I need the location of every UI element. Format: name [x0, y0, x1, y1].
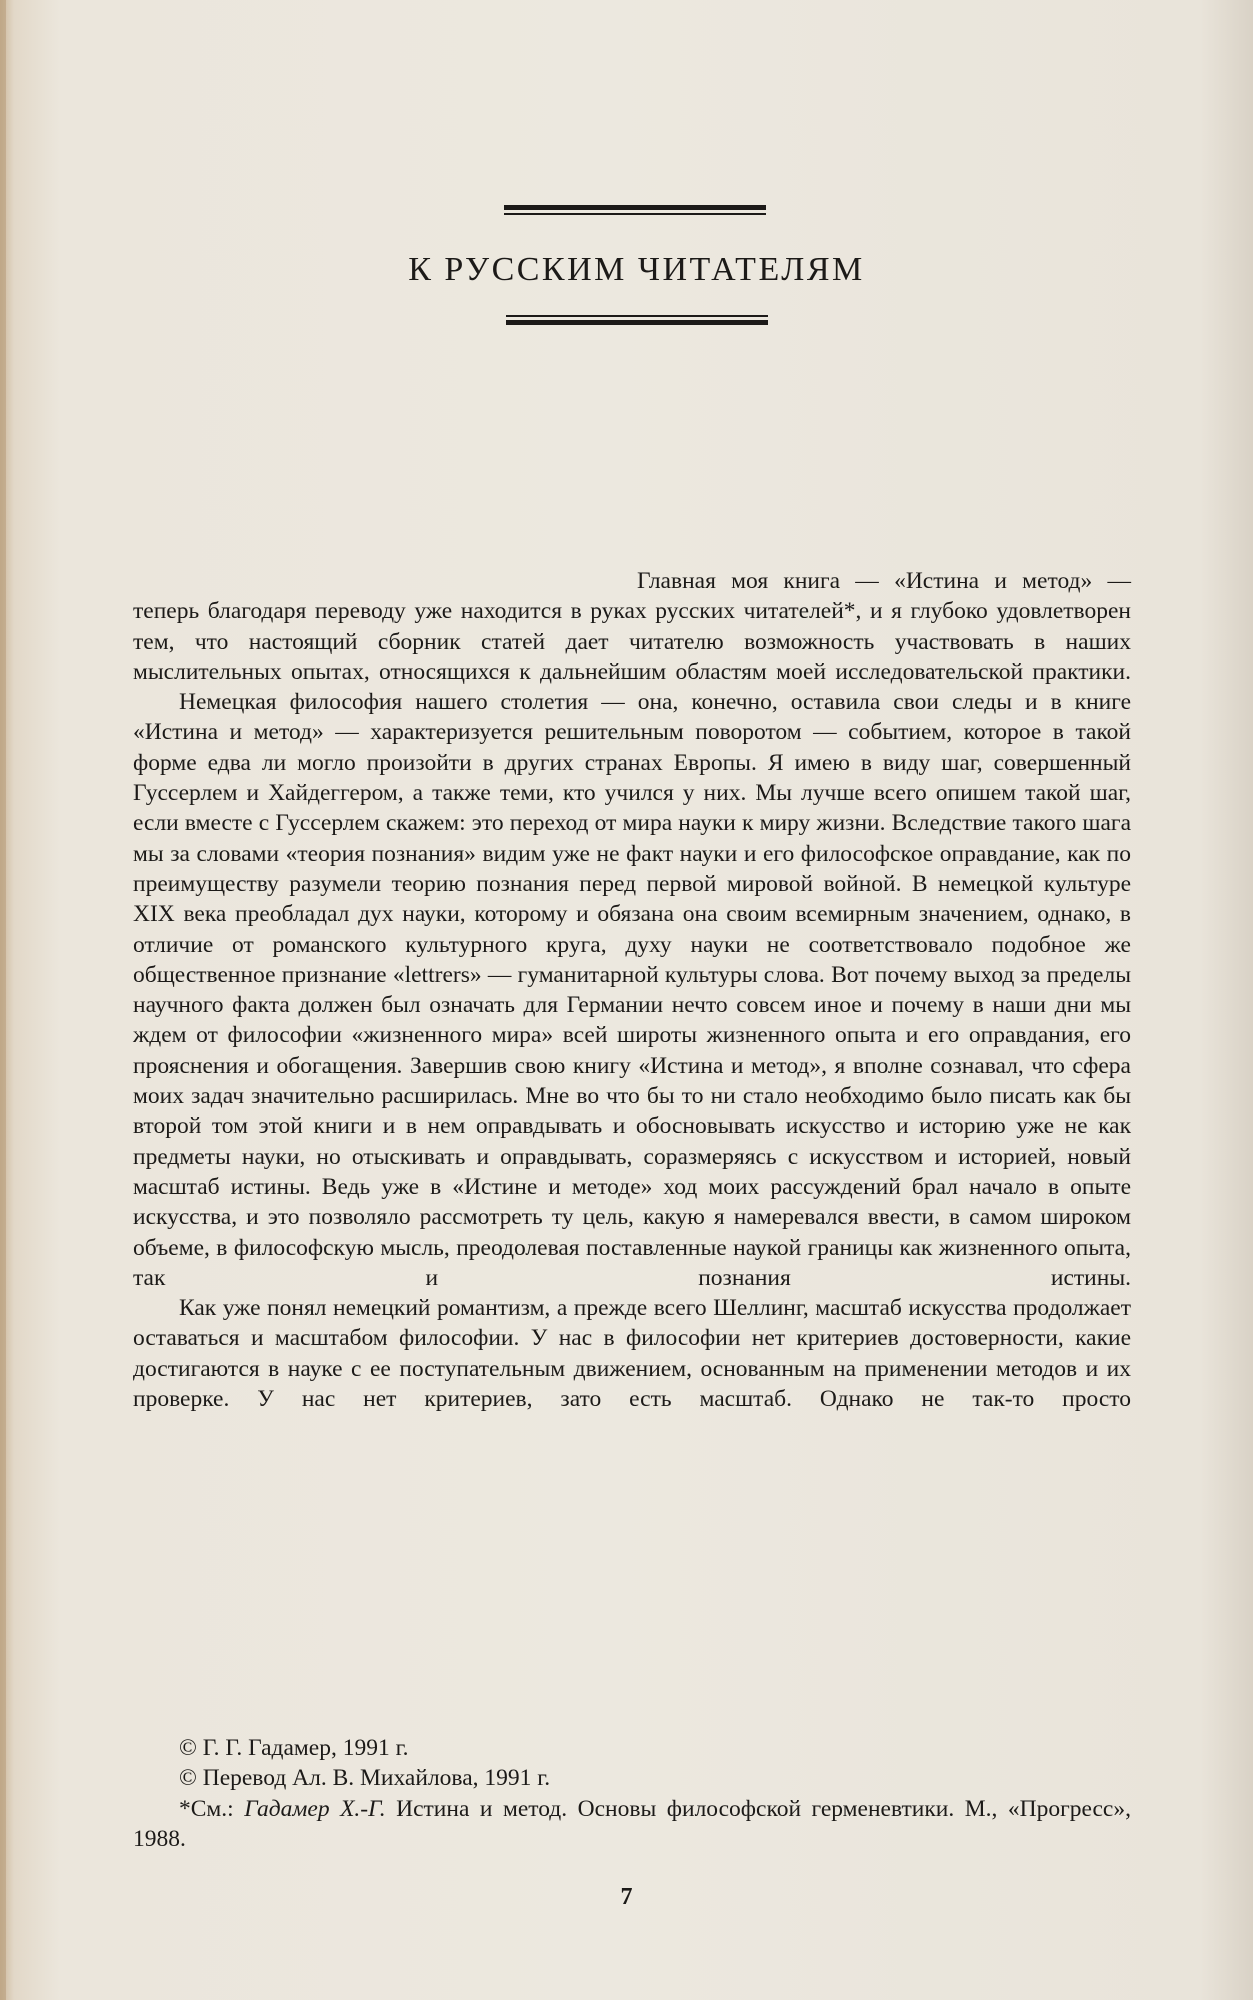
page-number	[0, 1884, 1253, 1911]
paragraph-1: Главная моя книга — «Истина и метод» — теперь благодаря переводу уже находится в руках русских читателей*, и я глубоко удовлетворен тем, что настоящий сборник статей дает читателю возможность участвовать в наших мыслительных опытах, относящихся к дальнейшим областям моей исследовательской практики.	[133, 568, 1131, 685]
rule-thin-line	[506, 315, 768, 317]
footnote-author: Гадамер Х.-Г.	[244, 1795, 386, 1822]
body-text	[133, 566, 1131, 1414]
title-block	[0, 205, 1253, 325]
paragraph-2: Немецкая философия нашего столетия — она, конечно, оставила свои следы и в книге «Истина и метод» — характеризуется решительным поворотом — событием, которое в такой форме едва ли могло произойти в других странах Европы. Я имею в виду шаг, совершенный Гуссерлем и Хайдеггером, а также теми, кто учился у них. Мы лучше всего опишем такой шаг, если вместе с Гуссерлем скажем: это переход от мира науки к миру жизни. Вследствие такого шага мы за словами «теория познания» видим уже не факт науки и его философское оправдание, как по преимуществу разумели теорию познания перед первой мировой войной. В немецкой культуре XIX века преобладал дух науки, которому и обязана она своим всемирным значением, однако, в отличие от романского культурного круга, духу науки не соответствовало подобное же общественное признание «lettrers» — гуманитарной культуры слова. Вот почему выход за пределы научного факта должен был означать для Германии нечто совсем иное и почему в наши дни мы ждем от философии «жизненного мира» всей широты жизненного опыта и его оправдания, его прояснения и обогащения. Завершив свою книгу «Истина и метод», я вполне сознавал, что сфера моих задач значительно расширилась. Мне во что бы то ни стало необходимо было писать как бы второй том этой книги и в нем оправдывать и обосновывать искусство и историю уже не как предметы науки, но отыскивать и оправдывать, соразмеряясь с искусством и историей, новый масштаб истины. Ведь уже в «Истине и методе» ход моих рассуждений брал начало в опыте искусства, и это позволяло рассмотреть ту цель, какую я намеревался ввести, в самом широком объеме, в философскую мысль, преодолевая поставленные наукой границы как жизненного опыта, так и познания истины.	[133, 689, 1131, 1291]
rule-thick-line	[506, 320, 768, 325]
rule-thin-line	[504, 213, 766, 215]
title-rule-bottom	[506, 315, 768, 325]
paragraph-3: Как уже понял немецкий романтизм, а прежде всего Шеллинг, масштаб искусства продолжает оставаться и масштабом философии. У нас в философии нет критериев достоверности, какие достигаются в науке с ее поступательным движением, основанным на применении методов и их проверке. У нас нет критериев, зато есть масштаб. Однако не так-то просто	[133, 1295, 1131, 1413]
notes-block	[133, 1733, 1131, 1854]
copyright-author: © Г. Г. Гадамер, 1991 г.	[179, 1735, 409, 1761]
footnote-text: Истина и метод. Основы философской герменевтики. М., «Прогресс», 1988.	[133, 1795, 1131, 1852]
rule-thick-line	[504, 205, 766, 210]
copyright-translation: © Перевод Ал. В. Михайлова, 1991 г.	[179, 1765, 551, 1792]
footnote	[133, 1794, 1131, 1855]
page-title: К РУССКИМ ЧИТАТЕЛЯМ	[408, 251, 865, 288]
title-rule-top	[504, 205, 766, 215]
page-number-text: 7	[620, 1884, 633, 1910]
footnote-prefix: *См.:	[179, 1795, 245, 1822]
